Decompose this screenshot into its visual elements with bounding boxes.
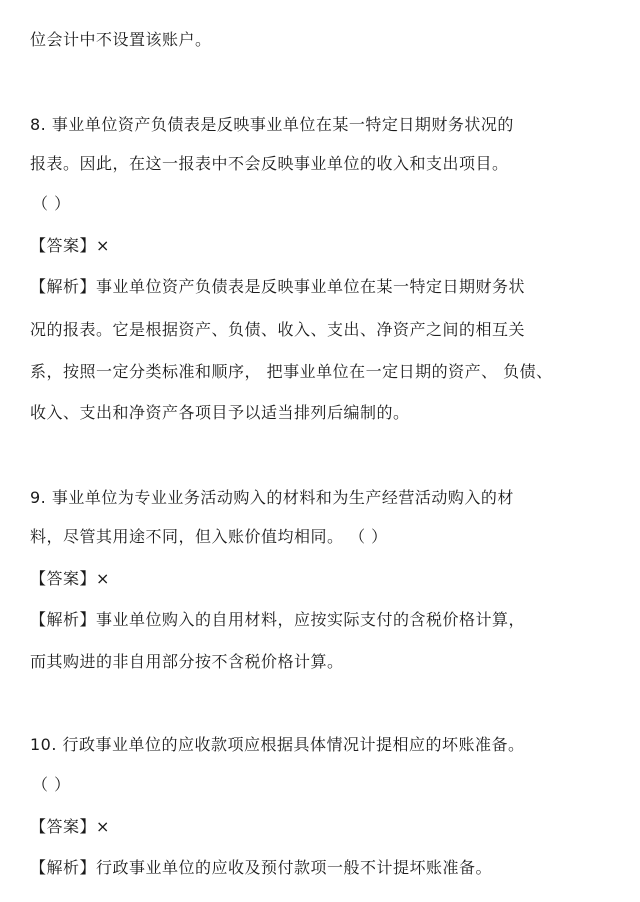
question-8-explanation-line-4: 收入、支出和净资产各项目予以适当排列后编制的。 bbox=[30, 403, 410, 422]
question-8-text-line-1: 8. 事业单位资产负债表是反映事业单位在某一特定日期财务状况的 bbox=[30, 115, 514, 134]
question-9-text-line-1: 9. 事业单位为专业业务活动购入的材料和为生产经营活动购入的材 bbox=[30, 488, 514, 507]
question-10-text-line-1: 10. 行政事业单位的应收款项应根据具体情况计提相应的坏账准备。 bbox=[30, 735, 525, 754]
question-9-explanation-line-2: 而其购进的非自用部分按不含税价格计算。 bbox=[30, 652, 344, 671]
question-9-answer: 【答案】× bbox=[30, 569, 110, 588]
question-10-answer: 【答案】× bbox=[30, 817, 110, 836]
question-8-explanation-line-3: 系，按照一定分类标准和顺序， 把事业单位在一定日期的资产、 负债、 bbox=[30, 362, 553, 381]
question-10-explanation-line-1: 【解析】行政事业单位的应收及预付款项一般不计提坏账准备。 bbox=[30, 858, 493, 877]
question-9-text-line-2: 料，尽管其用途不同，但入账价值均相同。 （ ） bbox=[30, 527, 388, 546]
question-8-blank: （ ） bbox=[32, 194, 71, 213]
question-8-text-line-2: 报表。因此，在这一报表中不会反映事业单位的收入和支出项目。 bbox=[30, 154, 509, 173]
question-9-explanation-line-1: 【解析】事业单位购入的自用材料，应按实际支付的含税价格计算， bbox=[30, 610, 526, 629]
intro-text: 位会计中不设置该账户。 bbox=[30, 30, 212, 49]
question-8-explanation-line-2: 况的报表。它是根据资产、负债、收入、支出、净资产之间的相互关 bbox=[30, 320, 526, 339]
question-10-blank: （ ） bbox=[32, 775, 71, 794]
question-8-answer: 【答案】× bbox=[30, 236, 110, 255]
question-8-explanation-line-1: 【解析】事业单位资产负债表是反映事业单位在某一特定日期财务状 bbox=[30, 277, 526, 296]
